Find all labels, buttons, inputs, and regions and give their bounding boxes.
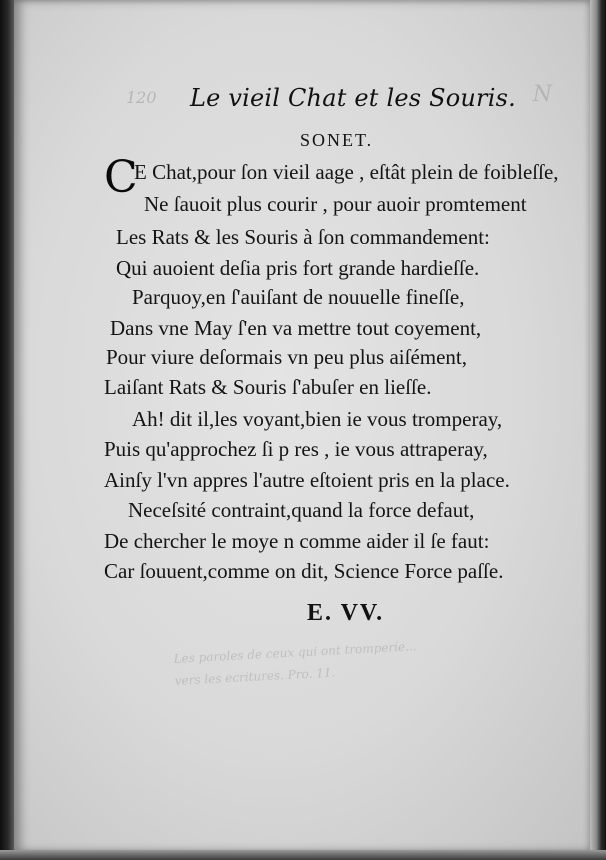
poem-line: Parquoy,en ſ'auiſant de nouuelle fineſſe, [132, 285, 465, 309]
poem-line: De chercher le moye n comme aider il ſe faut: [104, 529, 490, 553]
poem-line: Qui auoient deſia pris fort grande hardieſſe. [116, 256, 480, 280]
poem-line: Ne ſauoit plus courir , pour auoir promtement [144, 192, 527, 216]
signature: E. VV. [307, 600, 385, 626]
poem-line: Les Rats & les Souris à ſon commandement: [116, 225, 490, 249]
poem-line: Pour viure deſormais vn peu plus aiſément, [106, 345, 468, 369]
show-through-text: N [532, 82, 552, 107]
poem-line: Ah! dit il,les voyant,bien ie vous tromperay, [132, 407, 503, 431]
poem-line: Puis qu'approchez ſi p res , ie vous attraperay, [104, 437, 488, 461]
show-through-text: 120 [126, 88, 157, 107]
poem-title: SONET. [300, 130, 374, 150]
page-edge [590, 0, 606, 860]
poem-line: Ainſy l'vn appres l'autre eſtoient pris en la place. [104, 468, 510, 492]
poem-line: Dans vne May ſ'en va mettre tout coyement, [110, 316, 482, 340]
show-through-text: Les paroles de ceux qui ont tromperie... vers les ecritures. Pro. 11. [173, 639, 417, 688]
poem-line: Car ſouuent,comme on dit, Science Force paſſe. [104, 559, 504, 583]
drop-cap: C [104, 152, 138, 203]
running-head: Le vieil Chat et les Souris. [190, 84, 516, 112]
page-edge [0, 850, 606, 860]
poem-line: E Chat,pour ſon vieil aage , eſtât plein de foibleſſe, [134, 160, 559, 184]
poem-line: Neceſsité contraint,quand la force defaut, [128, 498, 475, 522]
poem-line: Laiſant Rats & Souris ſ'abuſer en lieſſe. [104, 375, 432, 399]
